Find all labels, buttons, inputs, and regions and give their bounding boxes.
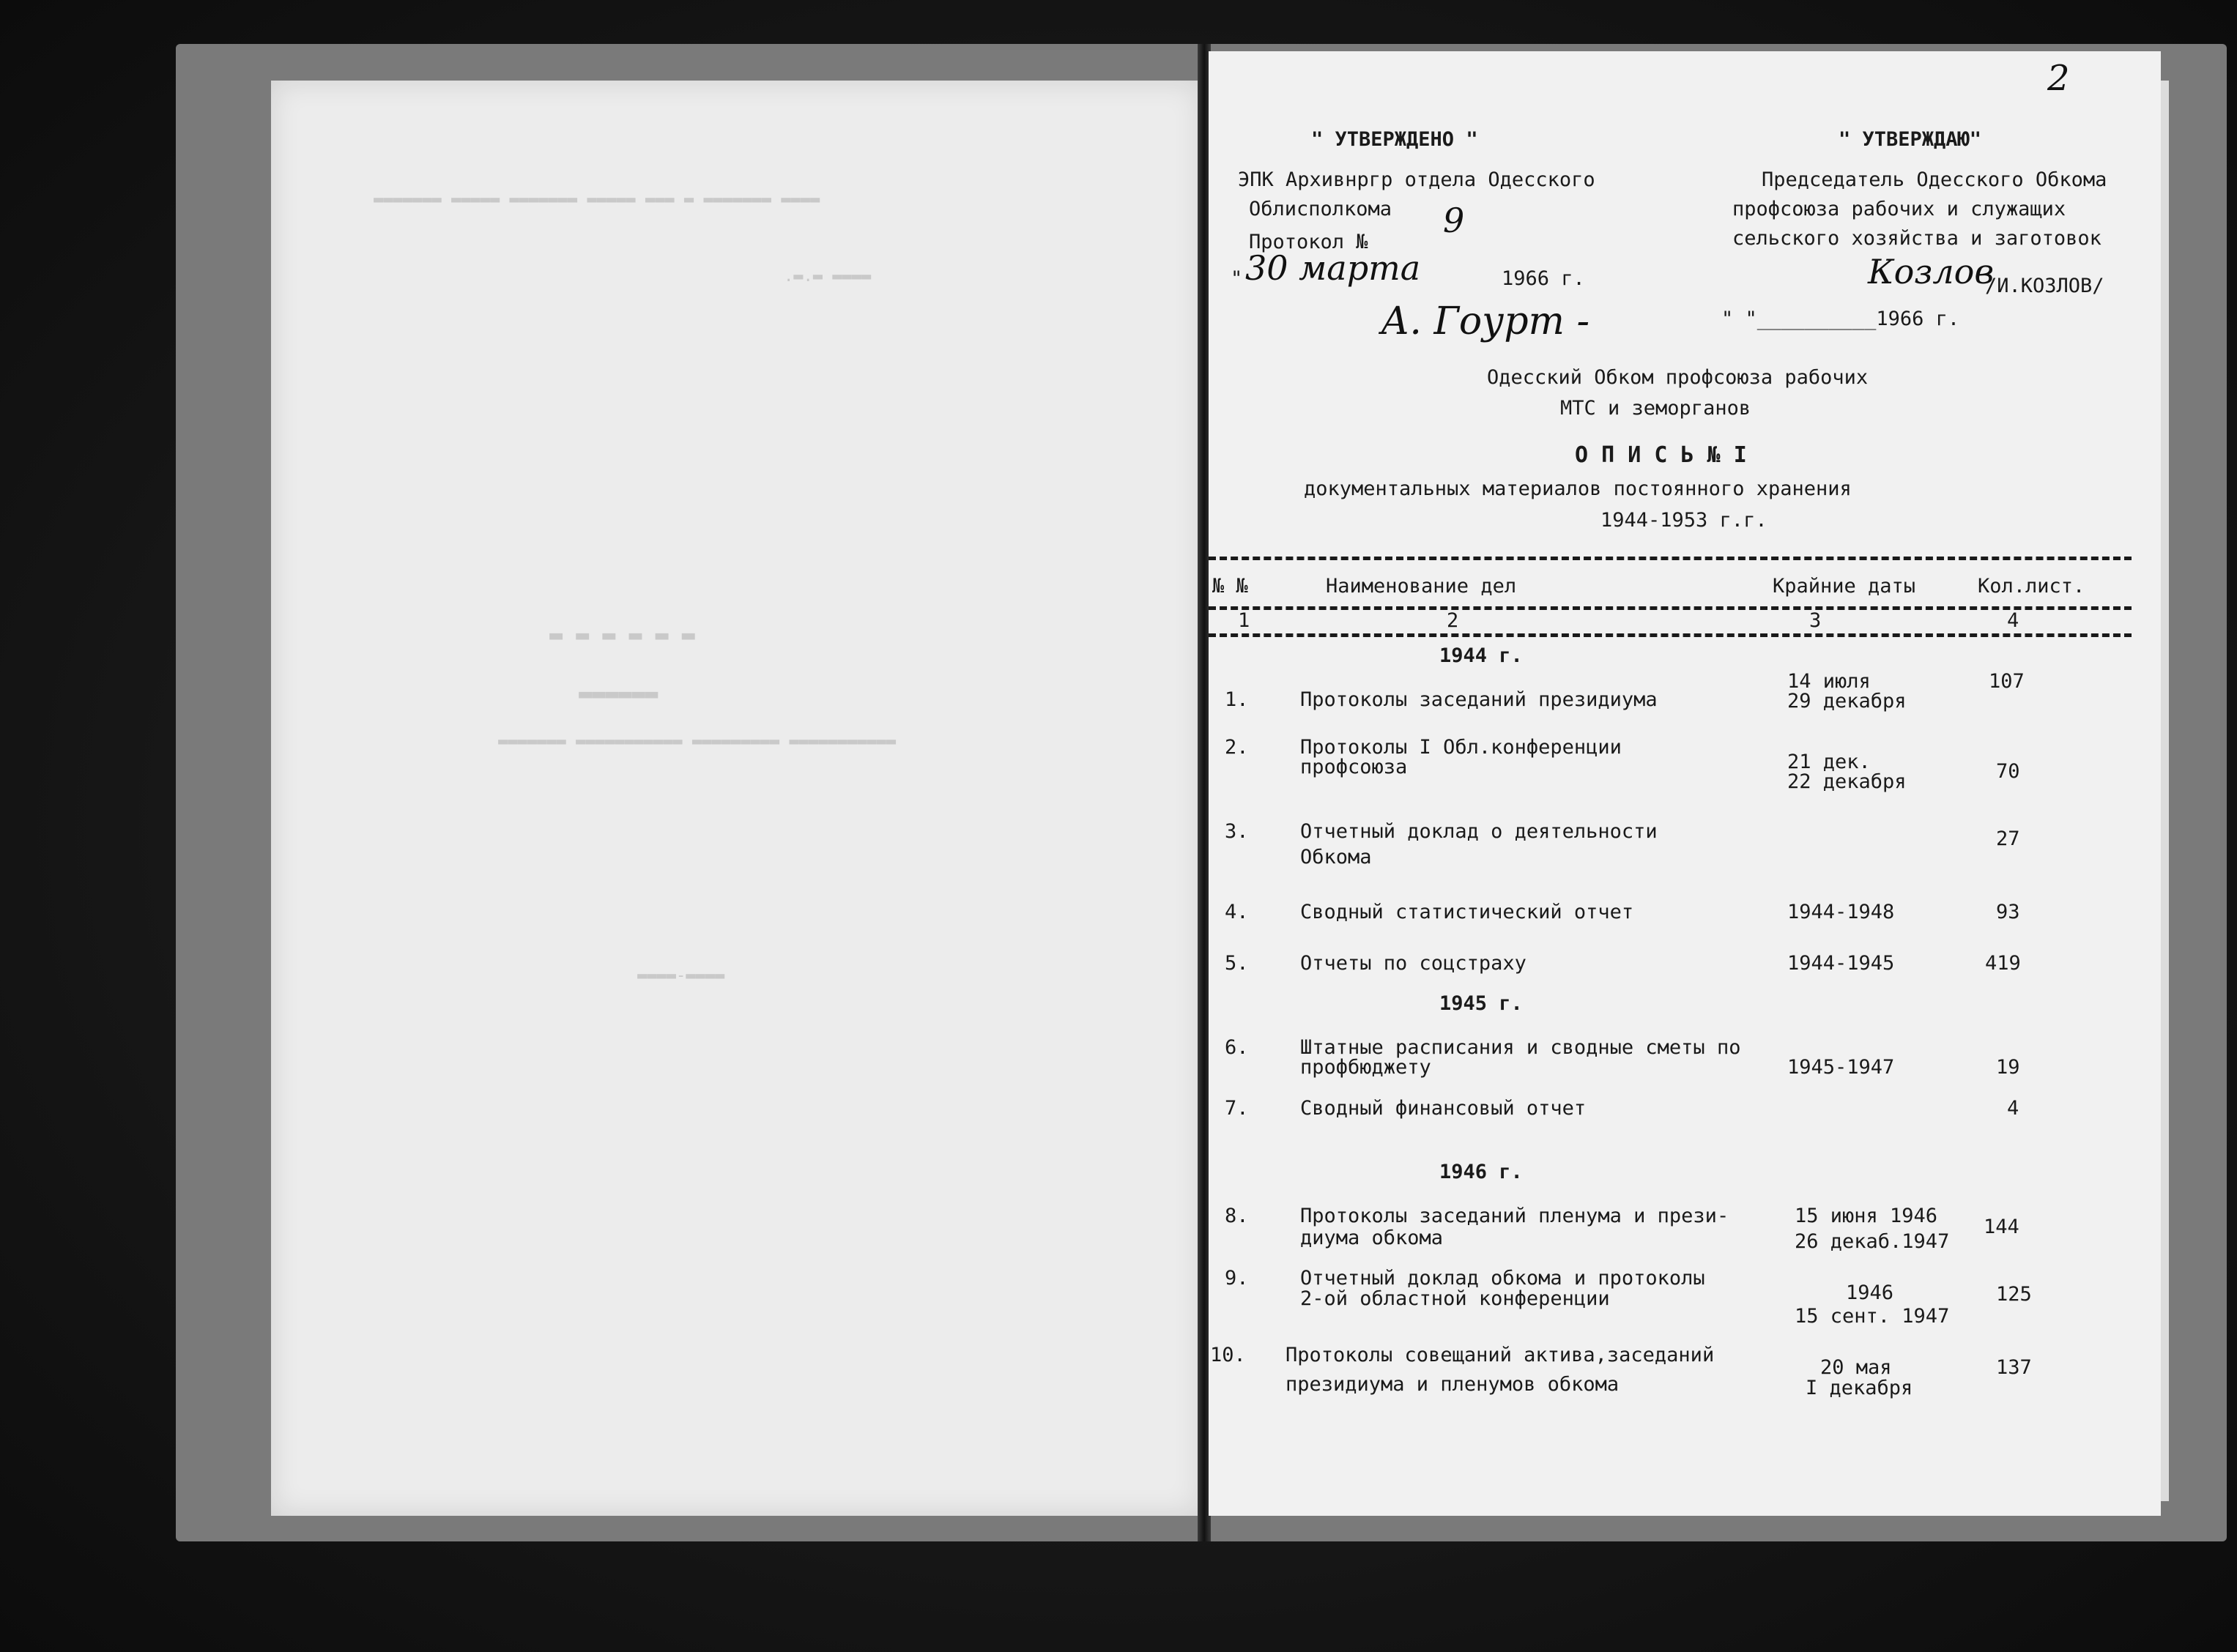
- row-name: Протоколы заседаний пленума и прези-: [1300, 1205, 1729, 1227]
- row-count: 70: [1996, 760, 2020, 783]
- row-number: 3.: [1225, 820, 1249, 843]
- row-date-end: 15 сент. 1947: [1795, 1305, 1950, 1328]
- table-header-rule: [1209, 606, 2132, 610]
- bleed-through-text: ▬ ▬ ▬ ▬ ▬ ▬: [549, 622, 695, 648]
- approved-right-line3: сельского хозяйства и заготовок: [1732, 227, 2101, 250]
- row-date-range: 1945-1947: [1787, 1056, 1895, 1079]
- row-count: 107: [1989, 670, 2025, 693]
- row-number: 2.: [1225, 736, 1249, 759]
- row-name-cont: профбюджету: [1300, 1056, 1431, 1079]
- row-name: Сводный статистический отчет: [1300, 901, 1634, 923]
- row-name: Сводный финансовый отчет: [1300, 1097, 1587, 1120]
- row-number: 6.: [1225, 1036, 1249, 1059]
- inventory-subtitle: документальных материалов постоянного хранения: [1304, 477, 1852, 500]
- row-date-range: 1944-1945: [1787, 952, 1895, 975]
- bleed-through-text: ▬▬▬▬-▬▬▬▬: [637, 967, 725, 985]
- row-number: 4.: [1225, 901, 1249, 923]
- header-name: Наименование дел: [1326, 575, 1517, 598]
- row-date-start: 20 мая: [1820, 1356, 1892, 1379]
- row-count: 125: [1996, 1283, 2032, 1306]
- row-date-range: 1944-1948: [1787, 901, 1895, 923]
- row-count: 144: [1984, 1216, 2019, 1238]
- inventory-page: [1209, 51, 2161, 1516]
- row-name-cont: профсоюза: [1300, 756, 1408, 778]
- colnum-3: 3: [1809, 609, 1822, 632]
- row-count: 4: [2007, 1097, 2019, 1120]
- row-date-start: 1946: [1846, 1281, 1894, 1304]
- inventory-years: 1944-1953 г.г.: [1600, 509, 1767, 532]
- approved-left-title: " УТВЕРЖДЕНО ": [1311, 128, 1478, 151]
- year-heading: 1944 г.: [1439, 644, 1523, 667]
- row-name: Штатные расписания и сводные сметы по: [1300, 1036, 1741, 1059]
- row-name: Отчеты по соцстраху: [1300, 952, 1526, 975]
- table-colnum-rule: [1209, 633, 2132, 637]
- header-count: Кол.лист.: [1978, 575, 2085, 598]
- row-name-cont: президиума и пленумов обкома: [1286, 1373, 1620, 1396]
- colnum-4: 4: [2007, 609, 2019, 632]
- approved-right-line2: профсоюза рабочих и служащих: [1732, 198, 2066, 220]
- row-count: 93: [1996, 901, 2020, 923]
- row-date-end: I декабря: [1806, 1377, 1913, 1399]
- year-heading: 1946 г.: [1439, 1161, 1523, 1183]
- row-count: 419: [1985, 952, 2021, 975]
- approved-left-line2: Облисполкома: [1249, 198, 1392, 220]
- approval-date-line: " "__________1966 г.: [1721, 308, 1960, 330]
- header-dates: Крайние даты: [1773, 575, 1916, 598]
- left-page-blank: [271, 81, 1201, 1516]
- row-number: 8.: [1225, 1205, 1249, 1227]
- row-date-end: 22 декабря: [1787, 770, 1907, 793]
- row-name: Протоколы заседаний президиума: [1300, 688, 1658, 711]
- row-name: Отчетный доклад о деятельности: [1300, 820, 1658, 843]
- row-date-end: 29 декабря: [1787, 690, 1907, 712]
- row-date-start: 15 июня 1946: [1795, 1205, 1938, 1227]
- approved-left-line1: ЭПК Архивнргр отдела Одесского: [1238, 168, 1595, 191]
- row-count: 137: [1996, 1356, 2032, 1379]
- table-top-rule: [1209, 557, 2132, 560]
- approved-right-line1: Председатель Одесского Обкома: [1762, 168, 2107, 191]
- page-number: 2: [2047, 58, 2070, 99]
- year-heading: 1945 г.: [1439, 992, 1523, 1015]
- row-name: Протоколы I Обл.конференции: [1300, 736, 1622, 759]
- row-date-end: 26 декаб.1947: [1795, 1230, 1950, 1253]
- approver-name: /И.КОЗЛОВ/: [1985, 275, 2104, 297]
- org-line1: Одесский Обком профсоюза рабочих: [1487, 366, 1869, 389]
- bleed-through-text: ▬▬▬▬▬▬▬▬▬▬▬ ▬▬▬▬▬▬▬▬▬ ▬▬▬▬▬▬▬▬▬▬▬ ▬▬▬▬▬▬▬: [498, 732, 897, 751]
- date-handwritten: 30 марта: [1245, 248, 1421, 288]
- header-number: № №: [1212, 575, 1248, 598]
- row-number: 7.: [1225, 1097, 1249, 1120]
- row-number: 1.: [1225, 688, 1249, 711]
- approved-right-title: " УТВЕРЖДАЮ": [1839, 128, 1982, 151]
- protocol-label: Протокол №: [1249, 231, 1368, 253]
- protocol-number-handwritten: 9: [1443, 201, 1465, 240]
- bleed-through-text: ▬▬▬▬ ▬.▬.: [784, 267, 872, 286]
- date-year: 1966 г.: [1502, 267, 1585, 290]
- row-number: 10.: [1210, 1344, 1246, 1366]
- bleed-through-text: ▬▬▬▬ ▬▬▬▬▬▬▬ ▬ ▬▬▬ ▬▬▬▬▬ ▬▬▬▬▬▬▬ ▬▬▬▬▬ ▬▬▬▬▬▬▬: [374, 190, 820, 209]
- inventory-title: О П И С Ь № I: [1575, 442, 1747, 468]
- row-date-start: 21 дек.: [1787, 751, 1871, 773]
- row-number: 9.: [1225, 1267, 1249, 1290]
- colnum-1: 1: [1238, 609, 1250, 632]
- row-date-start: 14 июля: [1787, 670, 1871, 693]
- bleed-through-text: ▬▬▬▬▬▬: [579, 681, 659, 707]
- signature-left: А. Гоурт -: [1381, 299, 1590, 343]
- colnum-2: 2: [1447, 609, 1459, 632]
- row-number: 5.: [1225, 952, 1249, 975]
- row-name-cont: диума обкома: [1300, 1227, 1444, 1249]
- row-name: Отчетный доклад обкома и протоколы: [1300, 1267, 1705, 1290]
- row-name-cont: 2-ой областной конференции: [1300, 1287, 1610, 1310]
- row-count: 27: [1996, 827, 2020, 850]
- date-quote: ": [1231, 267, 1243, 290]
- row-name-cont: Обкома: [1300, 846, 1372, 868]
- org-line2: МТС и земорганов: [1560, 397, 1751, 420]
- row-count: 19: [1996, 1056, 2020, 1079]
- signature-right: Козлов: [1868, 252, 1995, 291]
- row-name: Протоколы совещаний актива,заседаний: [1286, 1344, 1715, 1366]
